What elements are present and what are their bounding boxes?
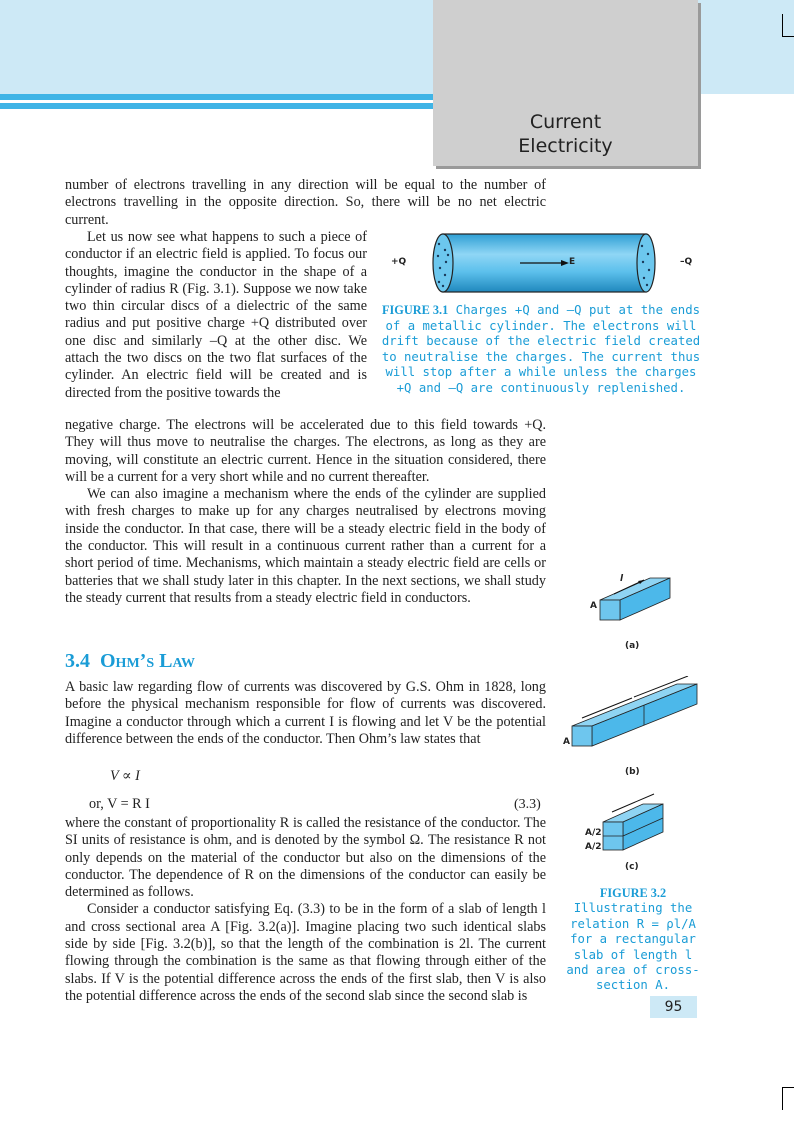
area-label: A [563, 737, 570, 747]
header-stripe [0, 103, 433, 109]
crop-mark [782, 1088, 783, 1110]
equation-ohm: or, V = R I [89, 796, 150, 812]
figure-3-2b-slabs [562, 676, 702, 756]
crop-mark [782, 1087, 794, 1088]
field-label: E [569, 257, 576, 267]
plus-q-label: +Q [391, 257, 407, 267]
equation-number: (3.3) [514, 797, 541, 812]
subfigure-label: (c) [625, 862, 639, 872]
paragraph: number of electrons travelling in any direction will be equal to the number of electrons travelling in the opposite direction. So, there will be no net electric current. [65, 177, 546, 228]
figure-3-1-caption: FIGURE 3.1 Charges +Q and –Q put at the ends of a metallic cylinder. The electrons will drift because of the electric field created to neutralise the charges. The current thus will stop after a while unless the charges +Q and –Q are continuously replenished. [381, 303, 701, 395]
minus-q-label: –Q [680, 257, 693, 267]
length-label: l [620, 574, 624, 584]
area-label: A [590, 601, 597, 611]
half-area-label: A/2 [585, 842, 602, 852]
half-area-label: A/2 [585, 828, 602, 838]
paragraph: A basic law regarding flow of currents was discovered by G.S. Ohm in 1828, long before the physical mechanism responsible for flow of currents was discovered. Imagine a conductor through which a current I is flowing and let V be the potential difference between the ends of the conductor. Then Ohm’s law states that [65, 679, 546, 747]
subfigure-label: (a) [625, 641, 640, 651]
subfigure-label: (b) [625, 767, 640, 777]
page-number: 95 [650, 996, 697, 1018]
figure-3-1-cylinder [385, 228, 695, 298]
figure-3-2c-slabs [598, 792, 678, 852]
header-stripe [0, 94, 433, 100]
section-heading: 3.4 Ohm’s Law [65, 650, 196, 672]
paragraph: negative charge. The electrons will be accelerated due to this field towards +Q. They will thus move to neutralise the charges. The electrons, as long as they are moving, will constitute an electric current. Hence in the situation considered, there will be a current for a very short while and no current thereafter. We can also imagine a mechanism where the ends of the cylinder are supplied with fresh charges to make up for any charges neutralised by electrons moving inside the conductor. In that case, there will be a steady electric field in the body of the conductor. This will result in a continuous current rather than a current for a short period of time. Mechanisms, which maintain a steady electric field are cells or batteries that we shall study later in this chapter. In the next sections, we shall study the steady current that results from a steady electric field in conductors. [65, 417, 546, 606]
paragraph: Let us now see what happens to such a piece of conductor if an electric field is applied. To focus our thoughts, imagine the conductor in the shape of a cylinder of radius R (Fig. 3.1). Suppose we now take two thin circular discs of a dielectric of the same radius and put positive charge +Q distributed over one disc and similarly –Q at the other disc. We attach the two discs on the two flat surfaces of the cylinder. An electric field will be created and is directed from the positive towards the [65, 229, 367, 401]
figure-3-2a-slab [590, 570, 700, 630]
crop-mark [782, 14, 783, 36]
equation-proportional: V ∝ I [110, 768, 140, 784]
chapter-title: Current Electricity [518, 111, 613, 157]
figure-3-2-caption: FIGURE 3.2 Illustrating the relation R = ρl/A for a rectangular slab of length l and area of cross-section A. [566, 886, 700, 993]
crop-mark [782, 36, 794, 37]
paragraph: where the constant of proportionality R is called the resistance of the conductor. The SI units of resistance is ohm, and is denoted by the symbol Ω. The resistance R not only depends on the material of the conductor but also on the dimensions of the conductor. The dependence of R on the dimensions of the conductor can easily be determined as follows. Consider a conductor satisfying Eq. (3.3) to be in the form of a slab of length l and cross sectional area A [Fig. 3.2(a)]. Imagine placing two such identical slabs side by side [Fig. 3.2(b)], so that the length of the combination is 2l. The current flowing through the combination is the same as that flowing through either of the slabs. If V is the potential difference across the ends of the first slab, then V is also the potential difference across the ends of the second slab since the second slab is [65, 815, 546, 1004]
